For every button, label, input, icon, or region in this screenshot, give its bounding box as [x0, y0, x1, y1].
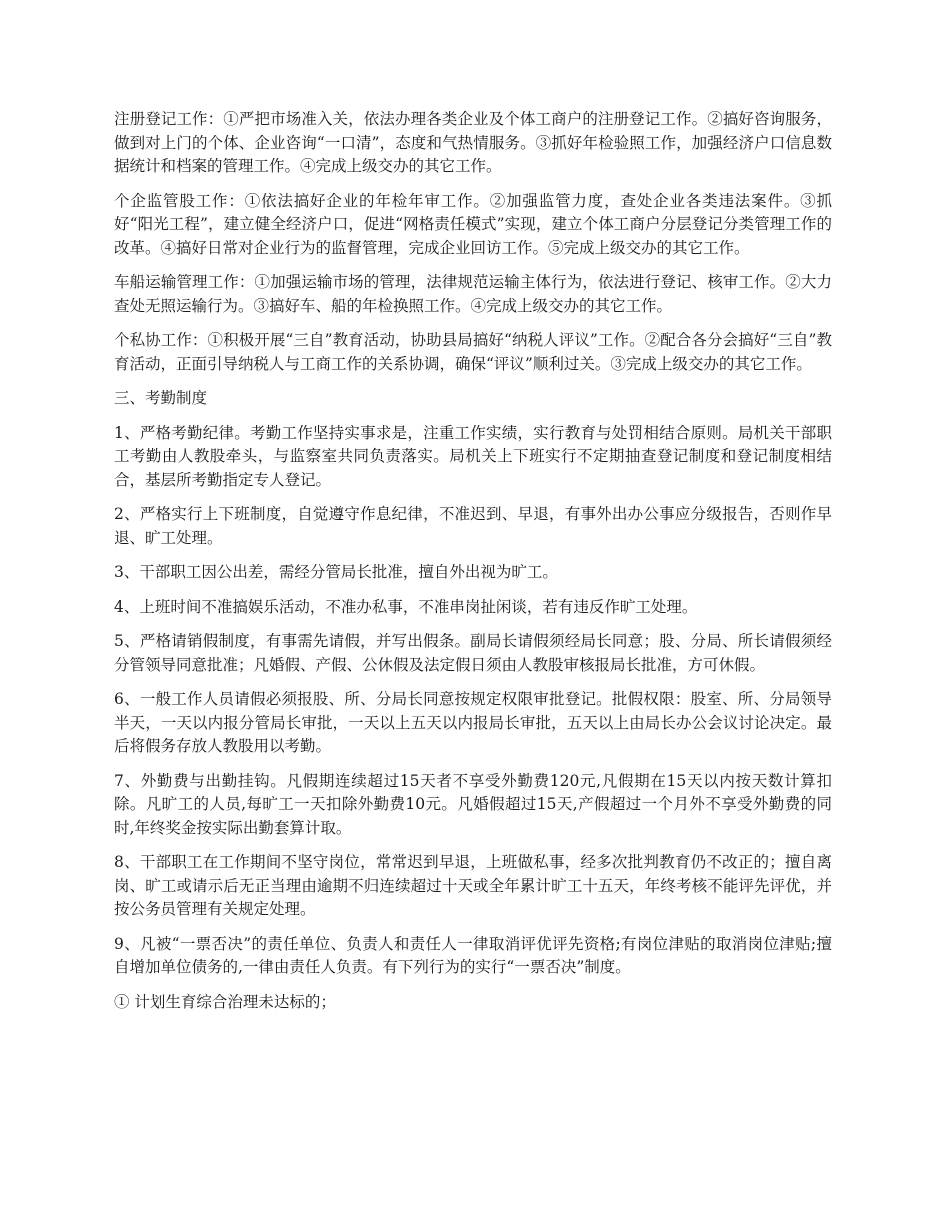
- paragraph-registration: 注册登记工作：①严把市场准入关，依法办理各类企业及个体工商户的注册登记工作。②搞好咨询服务，做到对上门的个体、企业咨询“一口清”，态度和气热情服务。③抓好年检验照工作，加强经济户口信息数据统计和档案的管理工作。④完成上级交办的其它工作。: [114, 110, 832, 175]
- paragraph-enterprise-supervision: 个企监管股工作：①依法搞好企业的年检年审工作。②加强监管力度，查处企业各类违法案件。③抓好“阳光工程”，建立健全经济户口，促进“网格责任模式”实现，建立个体工商户分层登记分类管理工作的改革。④搞好日常对企业行为的监督管理，完成企业回访工作。⑤完成上级交办的其它工作。: [114, 191, 832, 257]
- paragraph-rule-8: 8、干部职工在工作期间不坚守岗位，常常迟到早退，上班做私事，经多次批判教育仍不改正的；擅自离岗、旷工或请示后无正当理由逾期不归连续超过十天或全年累计旷工十五天，年终考核不能评先评优，并按公务员管理有关规定处理。: [114, 853, 832, 918]
- paragraph-rule-7: 7、外勤费与出勤挂钩。凡假期连续超过15天者不享受外勤费120元,凡假期在15天以内按天数计算扣除。凡旷工的人员,每旷工一天扣除外勤费10元。凡婚假超过15天,产假超过一个月外不享受外勤费的同时,年终奖金按实际出勤套算计取。: [114, 771, 832, 837]
- section-heading-attendance: 三、考勤制度: [114, 389, 208, 407]
- paragraph-rule-3: 3、干部职工因公出差，需经分管局长批准，擅自外出视为旷工。: [114, 563, 558, 581]
- paragraph-private-association: 个私协工作：①积极开展“三自”教育活动，协助县局搞好“纳税人评议”工作。②配合各分会搞好“三自”教育活动，正面引导纳税人与工商工作的关系协调，确保“评议”顺利过关。③完成上级交办的其它工作。: [114, 331, 832, 373]
- paragraph-rule-2: 2、严格实行上下班制度，自觉遵守作息纪律，不准迟到、早退，有事外出办公事应分级报告，否则作早退、旷工处理。: [114, 505, 832, 547]
- paragraph-rule-6: 6、一般工作人员请假必须报股、所、分局长同意按规定权限审批登记。批假权限：股室、所、分局领导半天，一天以内报分管局长审批，一天以上五天以内报局长审批，五天以上由局长办公会议讨论决定。最后将假务存放人教股用以考勤。: [114, 690, 832, 755]
- paragraph-transport-management: 车船运输管理工作：①加强运输市场的管理，法律规范运输主体行为，依法进行登记、核审工作。②大力查处无照运输行为。③搞好车、船的年检换照工作。④完成上级交办的其它工作。: [114, 273, 832, 315]
- paragraph-rule-1: 1、严格考勤纪律。考勤工作坚持实事求是，注重工作实绩，实行教育与处罚相结合原则。局机关干部职工考勤由人教股牵头，与监察室共同负责落实。局机关上下班实行不定期抽查登记制度和登记制度相结合，基层所考勤指定专人登记。: [114, 423, 832, 489]
- list-item-family-planning: ① 计划生育综合治理未达标的；: [114, 992, 336, 1011]
- paragraph-rule-4: 4、上班时间不准搞娱乐活动，不准办私事，不准串岗扯闲谈，若有违反作旷工处理。: [114, 597, 698, 616]
- document-body: [114, 108, 832, 1025]
- paragraph-rule-5: 5、严格请销假制度，有事需先请假，并写出假条。副局长请假须经局长同意；股、分局、所长请假须经分管领导同意批准；凡婚假、产假、公休假及法定假日须由人教股审核报局长批准，方可休假。: [114, 632, 832, 674]
- paragraph-rule-9: 9、凡被“一票否决”的责任单位、负责人和责任人一律取消评优评先资格;有岗位津贴的取消岗位津贴;擅自增加单位债务的,一律由责任人负责。有下列行为的实行“一票否决”制度。: [114, 934, 832, 976]
